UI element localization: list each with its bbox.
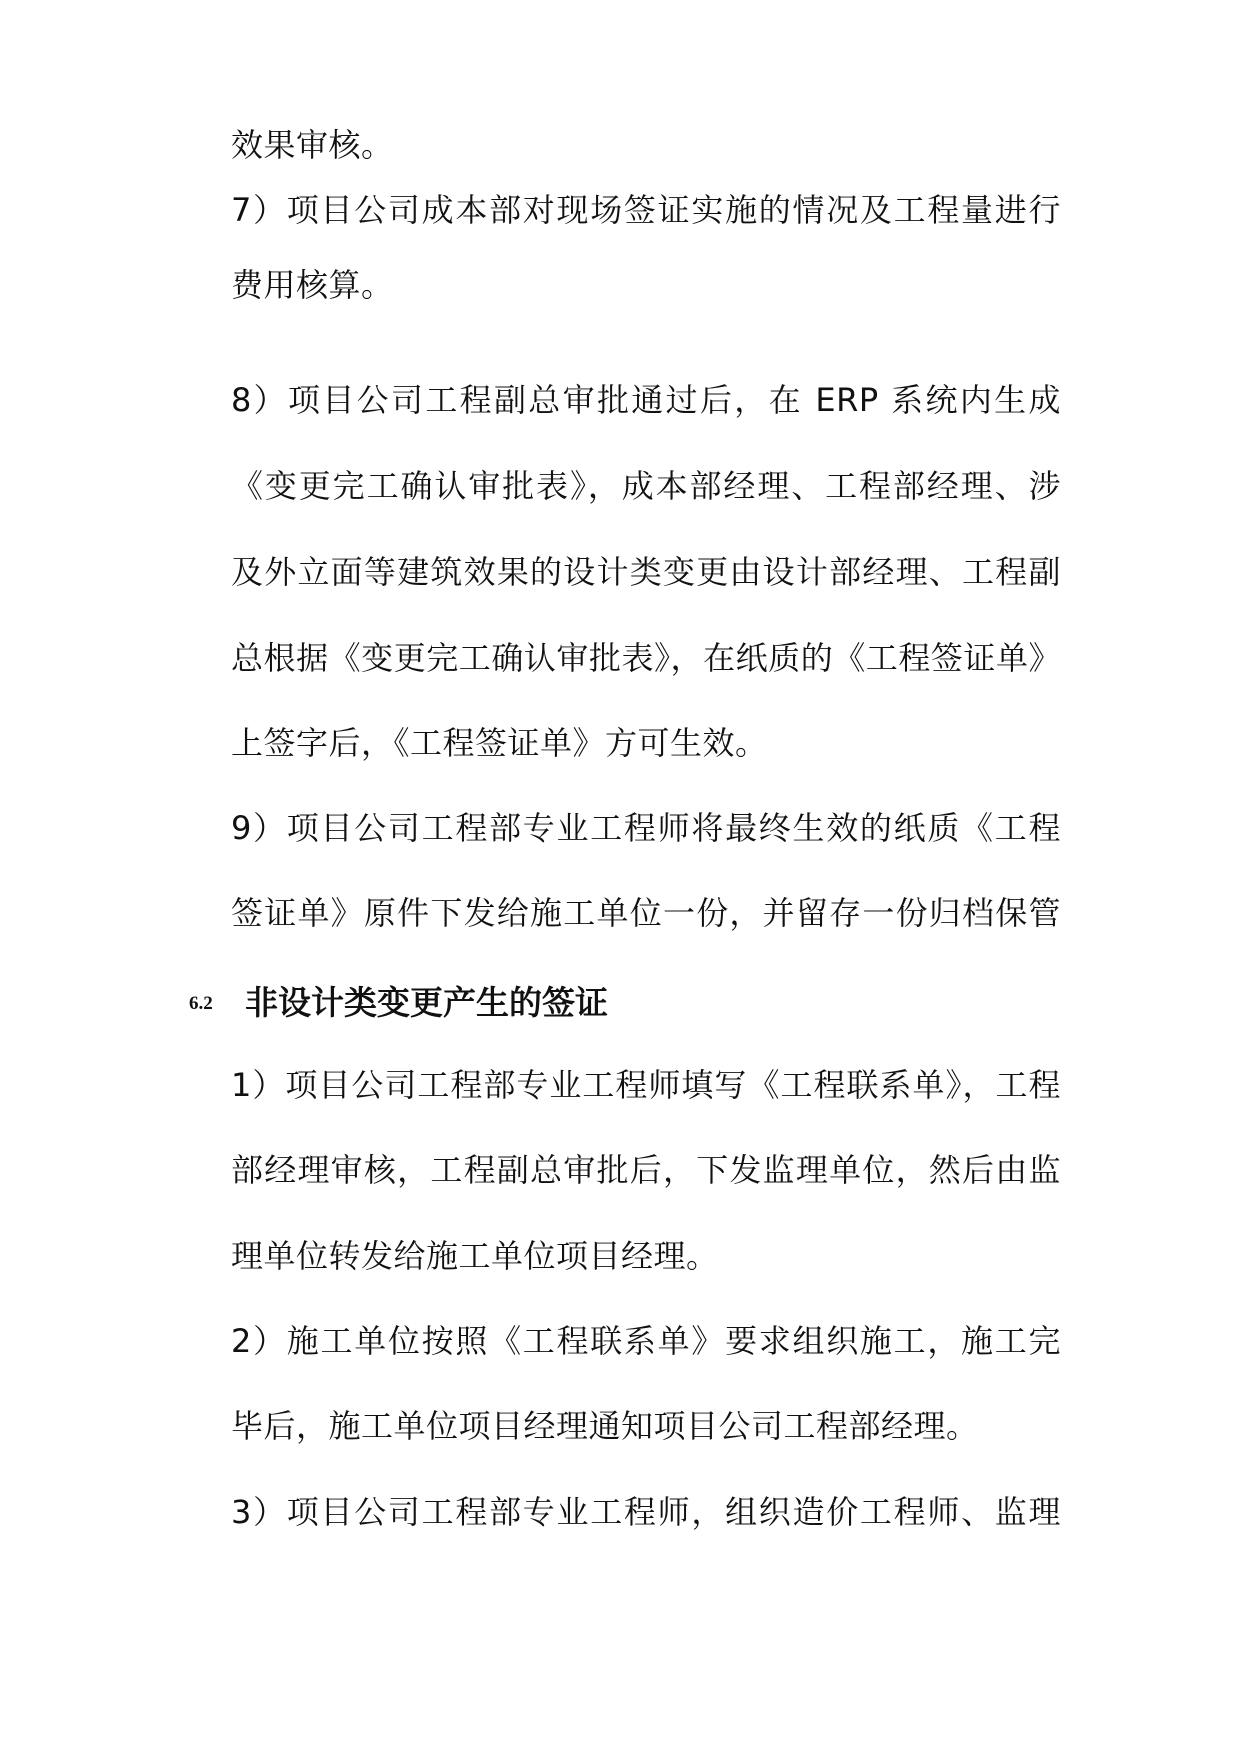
text-line: 毕后，施工单位项目经理通知项目公司工程部经理。 — [231, 1407, 979, 1445]
text-line: 9）项目公司工程部专业工程师将最终生效的纸质《工程 — [231, 809, 1061, 847]
text-line: 部经理审核，工程副总审批后，下发监理单位，然后由监 — [231, 1151, 1061, 1189]
text-line: 7）项目公司成本部对现场签证实施的情况及工程量进行 — [231, 191, 1061, 229]
text-line: 效果审核。 — [231, 126, 394, 164]
text-line: 签证单》原件下发给施工单位一份，并留存一份归档保管 — [231, 894, 1061, 932]
text-line: 2）施工单位按照《工程联系单》要求组织施工，施工完 — [231, 1322, 1061, 1360]
text-line: 总根据《变更完工确认审批表》，在纸质的《工程签证单》 — [231, 639, 1061, 677]
text-line: 上签字后，《工程签证单》方可生效。 — [231, 724, 768, 762]
text-line: 理单位转发给施工单位项目经理。 — [231, 1237, 719, 1275]
section-number: 6.2 — [189, 993, 213, 1014]
text-line: 《变更完工确认审批表》，成本部经理、工程部经理、涉 — [231, 467, 1061, 505]
text-line: 1）项目公司工程部专业工程师填写《工程联系单》，工程 — [231, 1066, 1061, 1104]
section-title: 非设计类变更产生的签证 — [245, 983, 608, 1022]
text-line: 3）项目公司工程部专业工程师，组织造价工程师、监理 — [231, 1493, 1061, 1531]
text-line: 费用核算。 — [231, 266, 394, 304]
text-line: 及外立面等建筑效果的设计类变更由设计部经理、工程副 — [231, 553, 1061, 591]
text-line: 8）项目公司工程副总审批通过后，在 ERP 系统内生成 — [231, 381, 1061, 419]
